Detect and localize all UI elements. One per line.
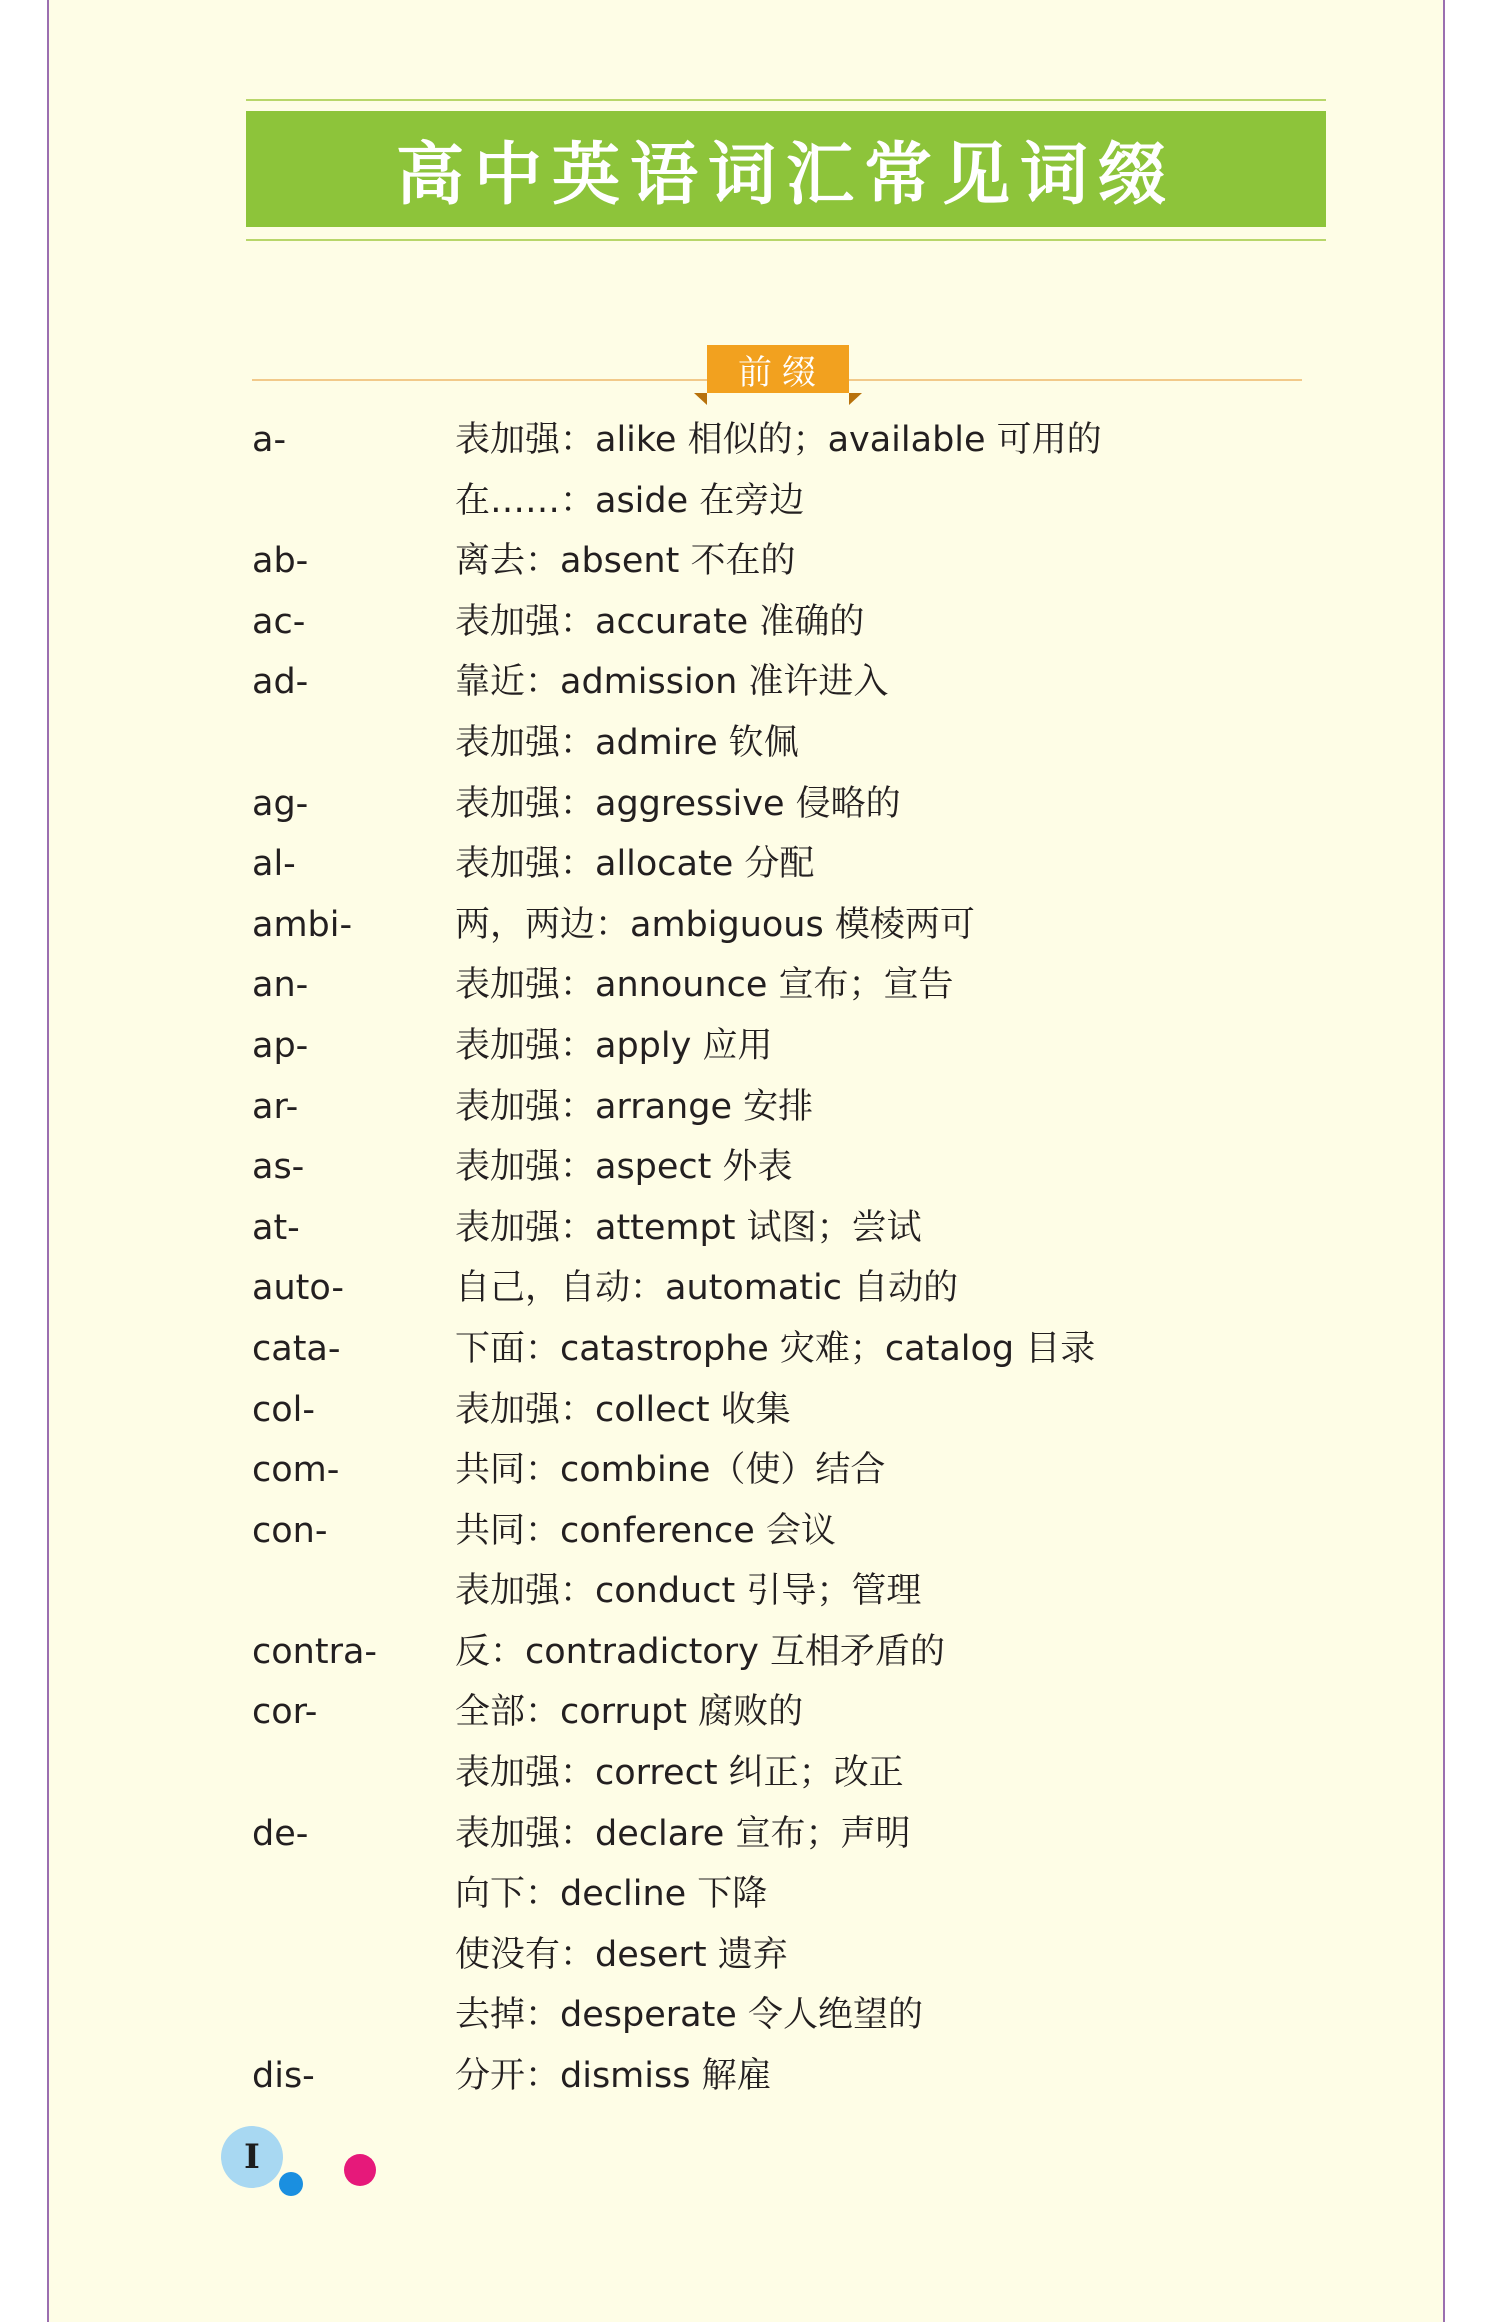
entry-prefix: ambi- — [252, 904, 353, 945]
entry-meaning: 表加强：announce 宣布；宣告 — [455, 965, 954, 1006]
entry-meaning: 表加强：alike 相似的；available 可用的 — [455, 420, 1102, 460]
entry-row — [252, 1629, 1352, 1690]
entry-meaning: 向下：decline 下降 — [455, 1874, 768, 1915]
entry-row — [252, 1871, 1352, 1932]
entry-meaning: 反：contradictory 互相矛盾的 — [455, 1631, 945, 1672]
entry-meaning: 表加强：aggressive 侵略的 — [455, 783, 901, 824]
entry-row — [252, 1023, 1352, 1084]
entry-prefix: an- — [252, 965, 309, 1006]
entry-row — [252, 1992, 1352, 2053]
entry-prefix: de- — [252, 1813, 309, 1854]
entry-prefix: cor- — [252, 1692, 318, 1733]
entry-row — [252, 1326, 1352, 1387]
entry-row — [252, 1205, 1352, 1266]
tab-fold-left — [694, 393, 707, 405]
entry-row — [252, 2053, 1352, 2114]
entry-prefix: col- — [252, 1389, 316, 1430]
entry-row — [252, 538, 1352, 599]
entry-prefix: dis- — [252, 2056, 315, 2097]
entry-meaning: 自己，自动：automatic 自动的 — [455, 1268, 959, 1309]
entry-meaning: 表加强：correct 纠正；改正 — [455, 1753, 904, 1794]
title-banner — [246, 111, 1326, 227]
entry-row — [252, 599, 1352, 660]
entry-meaning: 两，两边：ambiguous 模棱两可 — [455, 904, 975, 945]
banner-bottom-rule — [246, 239, 1326, 241]
entry-meaning: 表加强：accurate 准确的 — [455, 601, 865, 642]
page — [47, 0, 1445, 2322]
entry-row — [252, 1084, 1352, 1145]
entry-meaning: 在……：aside 在旁边 — [455, 480, 805, 521]
entry-row — [252, 1387, 1352, 1448]
entry-row — [252, 1508, 1352, 1569]
entry-meaning: 共同：conference 会议 — [455, 1510, 836, 1551]
entry-row — [252, 781, 1352, 842]
entry-meaning: 表加强：admire 钦佩 — [455, 722, 799, 763]
entry-meaning: 表加强：arrange 安排 — [455, 1086, 814, 1127]
entry-row — [252, 1750, 1352, 1811]
entry-row — [252, 962, 1352, 1023]
entry-prefix: ac- — [252, 601, 306, 642]
entry-row — [252, 1811, 1352, 1872]
entry-row — [252, 1447, 1352, 1508]
entry-meaning: 共同：combine（使）结合 — [455, 1450, 886, 1491]
entry-meaning: 表加强：aspect 外表 — [455, 1147, 793, 1188]
entry-prefix: con- — [252, 1510, 328, 1551]
entry-row — [252, 1265, 1352, 1326]
entry-prefix: ag- — [252, 783, 309, 824]
entry-row — [252, 720, 1352, 781]
entry-meaning: 表加强：conduct 引导；管理 — [455, 1571, 922, 1612]
entry-meaning: 离去：absent 不在的 — [455, 541, 796, 582]
entry-meaning: 使没有：desert 遗弃 — [455, 1934, 788, 1975]
entry-prefix: ar- — [252, 1086, 299, 1127]
entry-prefix: a- — [252, 420, 287, 460]
tab-fold-right — [849, 393, 862, 405]
entry-row — [252, 1144, 1352, 1205]
entry-meaning: 靠近：admission 准许进入 — [455, 662, 889, 703]
entry-prefix: contra- — [252, 1631, 378, 1672]
entry-prefix: cata- — [252, 1328, 341, 1369]
entry-row — [252, 1689, 1352, 1750]
entry-prefix: at- — [252, 1207, 300, 1248]
decorative-dot-pink — [344, 2154, 376, 2186]
entry-prefix: as- — [252, 1147, 305, 1188]
entry-row — [252, 659, 1352, 720]
entry-prefix: com- — [252, 1450, 340, 1491]
entry-meaning: 表加强：allocate 分配 — [455, 844, 815, 885]
entry-row — [252, 1932, 1352, 1993]
entry-meaning: 表加强：attempt 试图；尝试 — [455, 1207, 922, 1248]
entry-meaning: 表加强：collect 收集 — [455, 1389, 791, 1430]
entry-meaning: 表加强：apply 应用 — [455, 1025, 773, 1066]
banner-top-rule — [246, 99, 1326, 101]
entry-row — [252, 841, 1352, 902]
entry-prefix: ab- — [252, 541, 309, 582]
entry-meaning: 表加强：declare 宣布；声明 — [455, 1813, 911, 1854]
prefix-list — [252, 417, 1352, 2114]
entry-prefix: al- — [252, 844, 296, 885]
entry-row — [252, 478, 1352, 539]
entry-meaning: 下面：catastrophe 灾难；catalog 目录 — [455, 1328, 1096, 1369]
entry-row — [252, 417, 1352, 478]
entry-prefix: ap- — [252, 1025, 309, 1066]
entry-meaning: 分开：dismiss 解雇 — [455, 2056, 772, 2097]
entry-prefix: auto- — [252, 1268, 345, 1309]
entry-meaning: 全部：corrupt 腐败的 — [455, 1692, 804, 1733]
page-number: I — [221, 2126, 283, 2188]
entry-prefix: ad- — [252, 662, 309, 703]
entry-row — [252, 1568, 1352, 1629]
page-title: 高中英语词汇常见词缀 — [395, 134, 1176, 215]
entry-row — [252, 902, 1352, 963]
section-heading: 前缀 — [707, 345, 849, 393]
decorative-dot-blue — [279, 2172, 303, 2196]
entry-meaning: 去掉：desperate 令人绝望的 — [455, 1995, 923, 2036]
